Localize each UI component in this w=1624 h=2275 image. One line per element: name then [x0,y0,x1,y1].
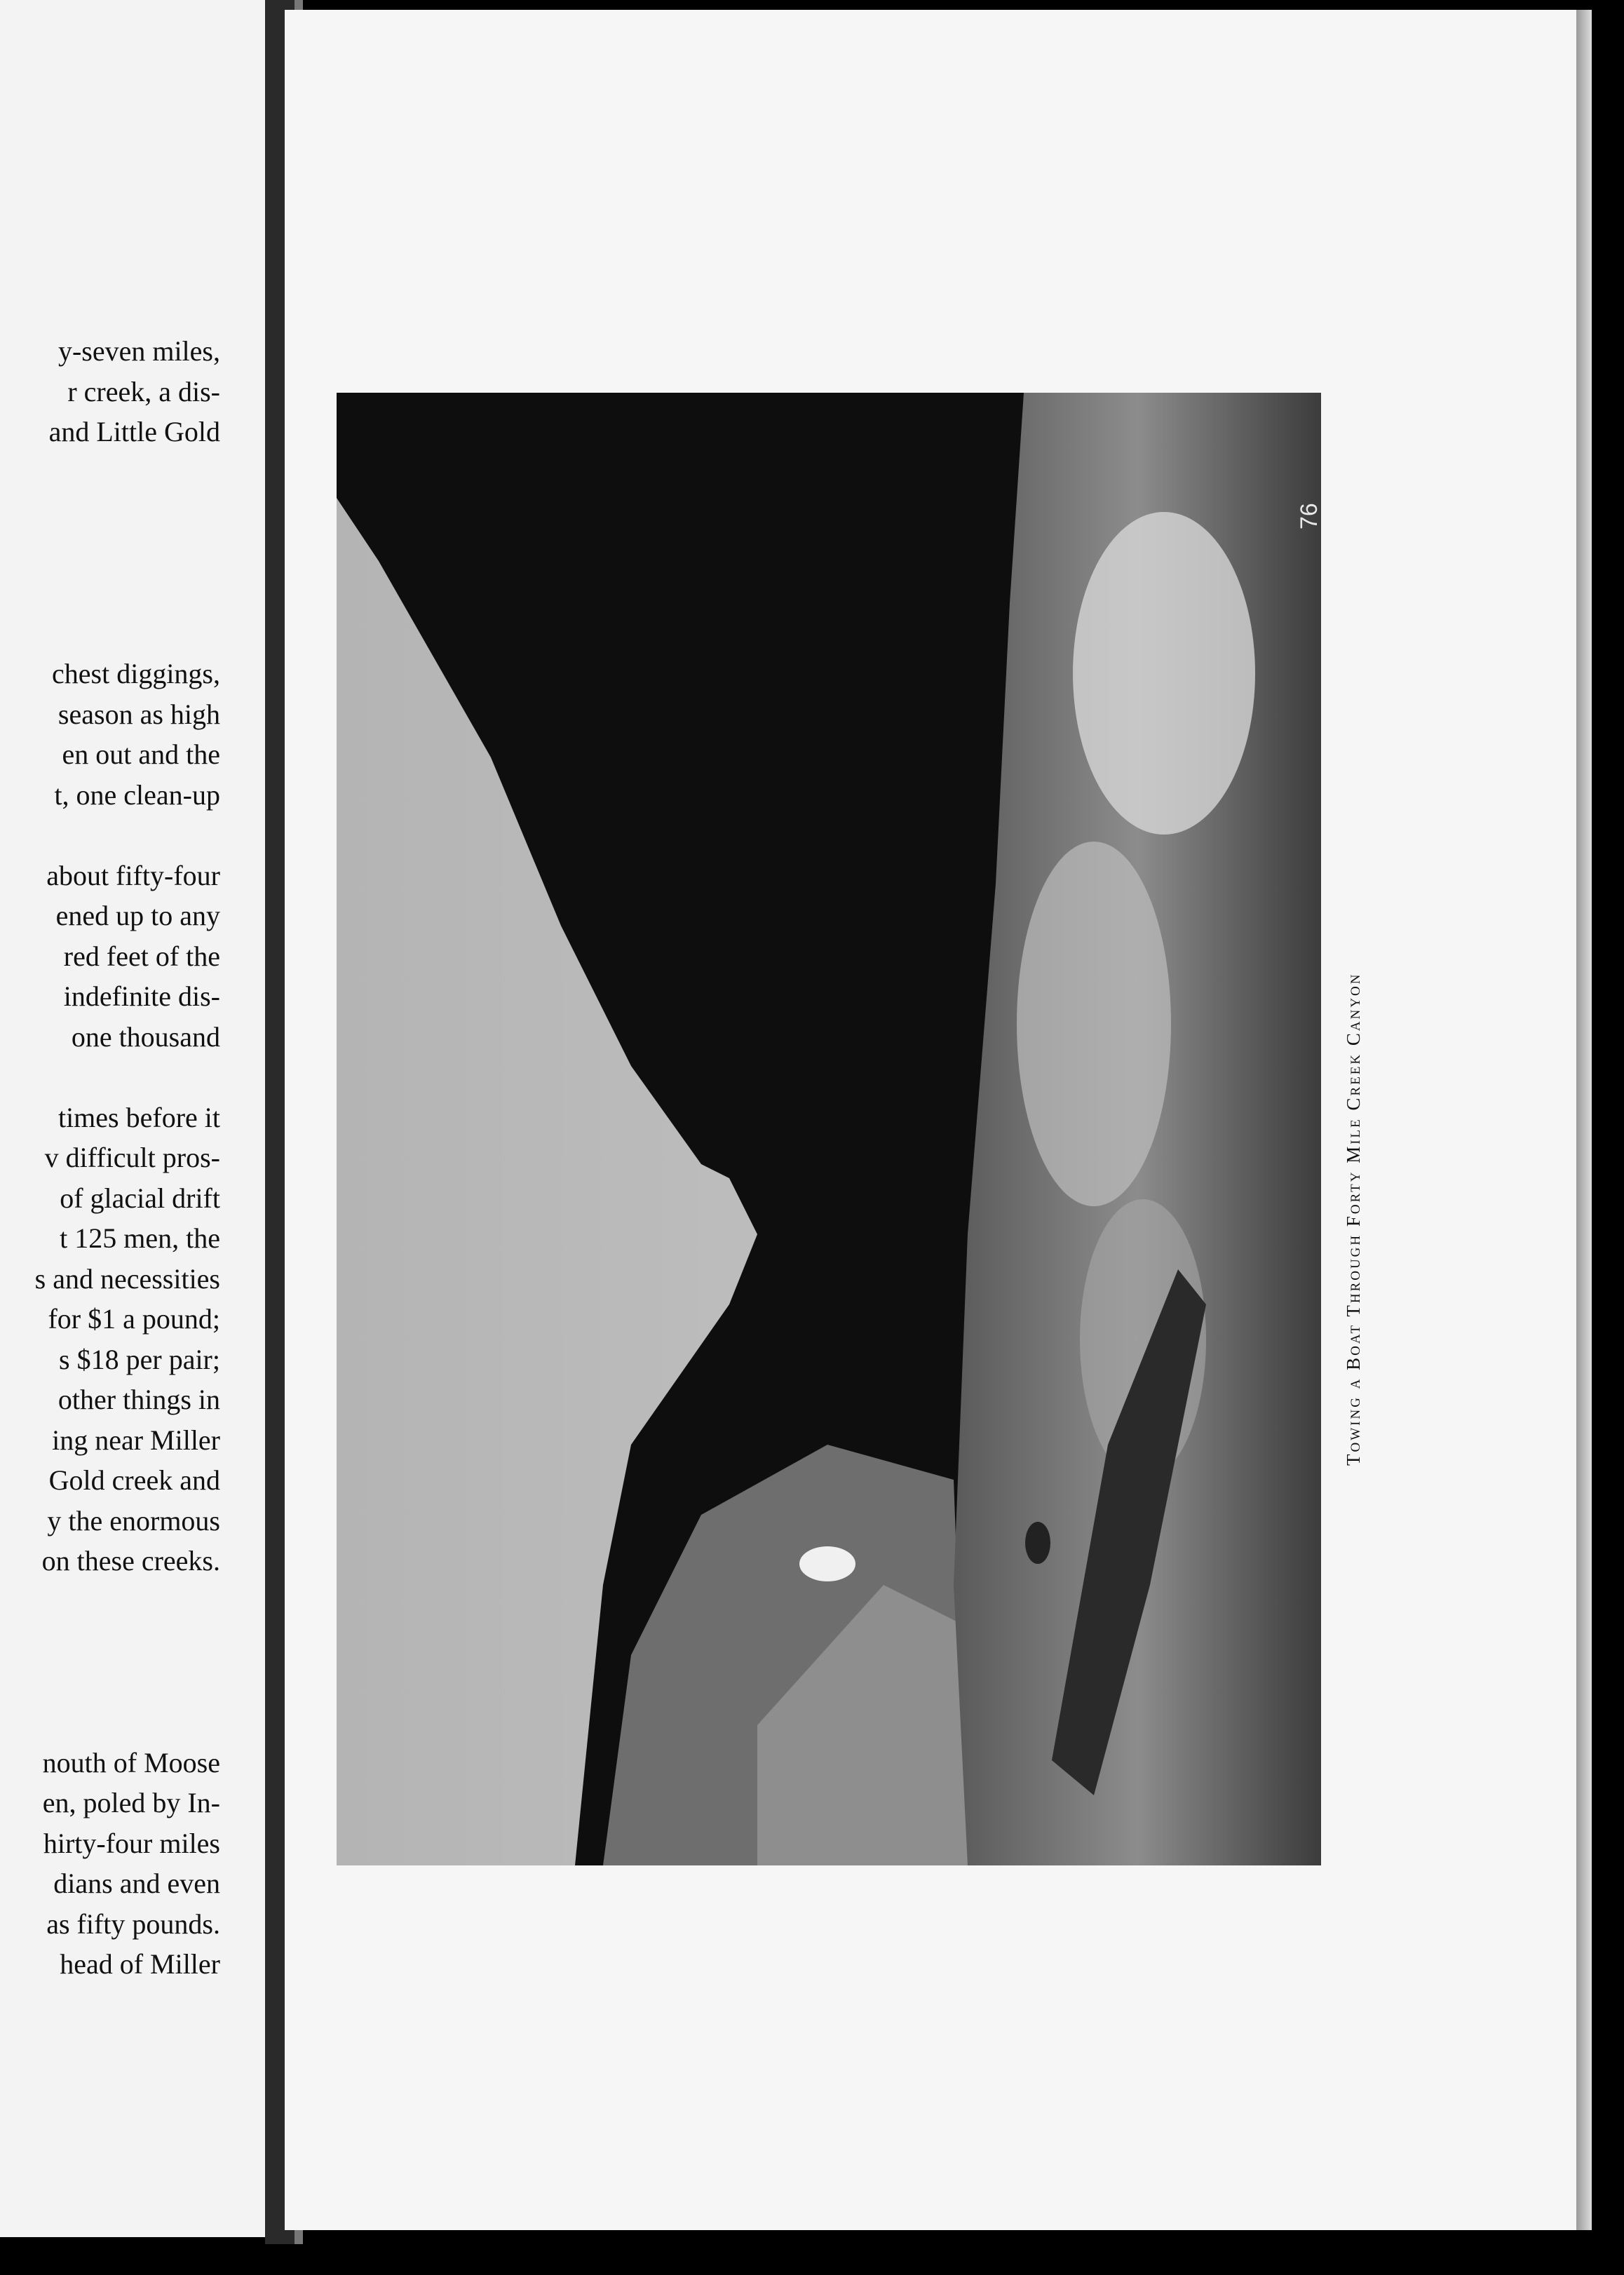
text-line: times before it [57,1101,220,1133]
text-line: indefinite dis- [63,980,220,1012]
text-line: on these creeks. [41,1545,220,1577]
plate-caption [1343,973,1365,1466]
canyon-photograph [337,393,1321,1865]
left-page [0,0,265,2237]
text-line: chest diggings, [52,658,220,689]
text-line: dians and even [53,1868,220,1899]
text-line: season as high [57,698,220,730]
text-line: y-seven miles, [57,335,220,367]
text-line: t 125 men, the [60,1222,220,1254]
text-line: ened up to any [55,900,220,931]
text-line: one thousand [71,1020,220,1053]
text-line: s and necessities [34,1262,220,1295]
text-line: head of Miller [60,1948,220,1980]
text-line: as fifty pounds. [46,1908,220,1940]
plate-number: 76 [1296,503,1322,529]
text-line: s $18 per pair; [59,1343,220,1375]
text-line: t, one clean-up [54,778,220,811]
left-page-text [0,331,220,1985]
text-line: Gold creek and [48,1464,220,1496]
page-edge [1576,10,1592,2230]
text-line: y the enormous [47,1504,220,1537]
text-line: about fifty-four [46,859,220,891]
text-line: hirty-four miles [43,1827,220,1859]
text-line: v difficult pros- [44,1142,220,1173]
text-line: for $1 a pound; [48,1303,220,1335]
text-line: r creek, a dis- [67,375,220,407]
text-line: nouth of Moose [42,1746,220,1778]
text-line: en out and the [62,738,220,770]
text-line: and Little Gold [48,416,220,447]
text-line: of glacial drift [60,1182,220,1214]
text-line: en, poled by In- [42,1787,220,1818]
text-line: ing near Miller [52,1424,220,1456]
caption-text: Towing a Boat Through Forty Mile Creek Canyon [1343,972,1364,1466]
text-line: red feet of the [63,940,220,972]
text-line: other things in [57,1384,220,1415]
